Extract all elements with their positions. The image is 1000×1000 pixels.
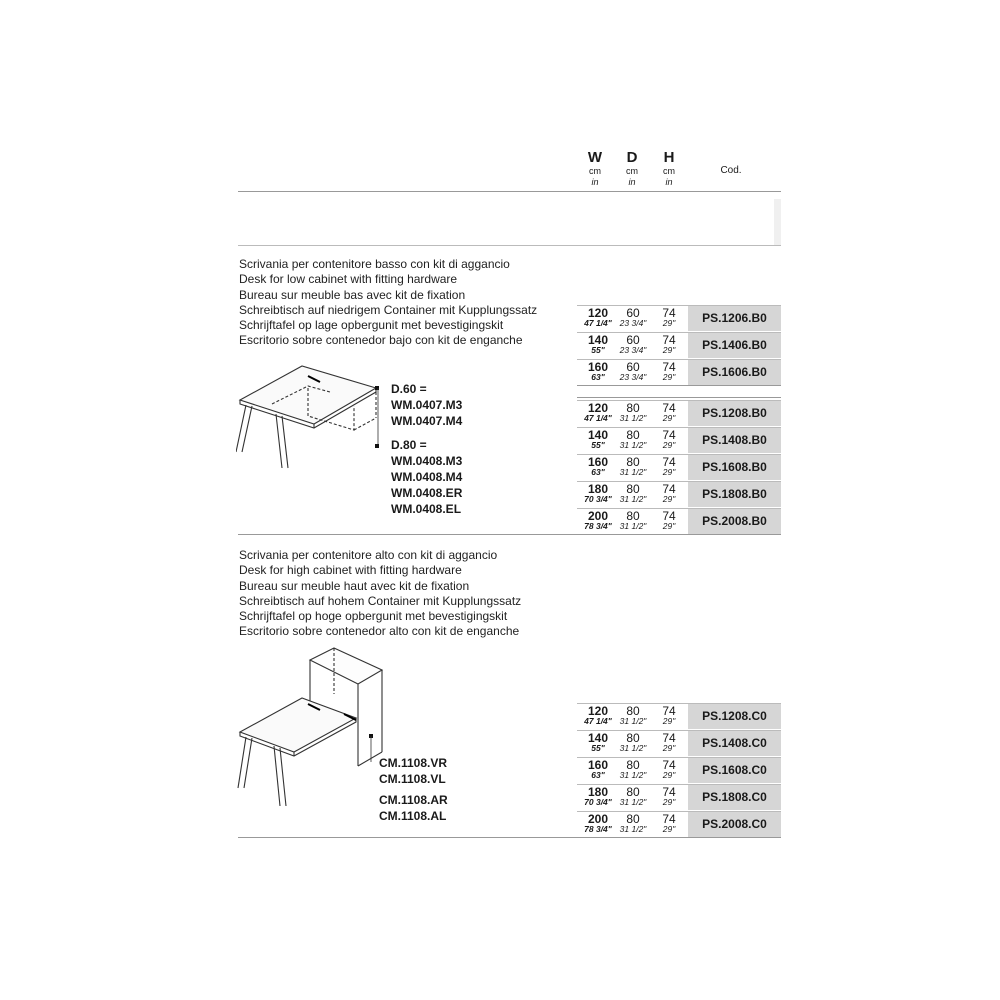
header-d-unit-in: in bbox=[628, 177, 636, 187]
cell-d: 60 bbox=[626, 333, 640, 347]
cell-h-in: 29" bbox=[662, 467, 676, 477]
cell-h-in: 29" bbox=[662, 318, 676, 328]
cell-d: 80 bbox=[626, 401, 640, 415]
header-h: H bbox=[663, 149, 675, 166]
cell-w-in: 78 3/4" bbox=[584, 824, 612, 834]
cell-code: PS.1608.C0 bbox=[688, 758, 781, 783]
cell-h-in: 29" bbox=[662, 494, 676, 504]
accessory-code: CM.1108.VR bbox=[379, 756, 448, 770]
cell-w: 180 bbox=[587, 785, 609, 799]
cell-w: 200 bbox=[587, 812, 609, 826]
cell-code: PS.1606.B0 bbox=[688, 360, 781, 385]
accessory-code: WM.0407.M4 bbox=[391, 414, 463, 428]
table-rule bbox=[577, 397, 781, 398]
cell-code: PS.1206.B0 bbox=[688, 306, 781, 331]
cell-h: 74 bbox=[662, 482, 676, 496]
cell-code: PS.1208.C0 bbox=[688, 704, 781, 729]
table-row bbox=[577, 481, 781, 507]
cell-h: 74 bbox=[662, 306, 676, 320]
cell-d-in: 31 1/2" bbox=[619, 494, 647, 504]
accessory-code: WM.0408.M4 bbox=[391, 470, 463, 484]
cell-h-in: 29" bbox=[662, 824, 676, 834]
accessories-d60 bbox=[391, 381, 462, 429]
cell-h-in: 29" bbox=[662, 413, 676, 423]
desc-line: Scrivania per contenitore alto con kit di aggancio bbox=[239, 548, 498, 562]
cell-d-in: 31 1/2" bbox=[619, 467, 647, 477]
table-rule bbox=[577, 385, 781, 386]
desc-line: Bureau sur meuble bas avec kit de fixation bbox=[239, 287, 466, 302]
cell-h: 74 bbox=[662, 401, 676, 415]
cell-h-in: 29" bbox=[662, 372, 676, 382]
header-w-unit: cm bbox=[589, 166, 601, 176]
desc-line: Bureau sur meuble haut avec kit de fixation bbox=[239, 578, 470, 593]
section-divider-bottom bbox=[238, 837, 781, 838]
cell-code: PS.1808.B0 bbox=[688, 482, 781, 507]
cell-w-in: 70 3/4" bbox=[584, 797, 612, 807]
cell-w-in: 78 3/4" bbox=[584, 521, 612, 531]
table-row bbox=[577, 784, 781, 810]
cell-code: PS.1208.B0 bbox=[688, 401, 781, 426]
desc-line: Desk for low cabinet with fitting hardware bbox=[239, 272, 458, 287]
accessory-code: WM.0408.EL bbox=[391, 502, 462, 516]
cell-h-in: 29" bbox=[662, 521, 676, 531]
cell-d: 60 bbox=[626, 306, 640, 320]
accessory-code: WM.0408.M3 bbox=[391, 454, 463, 468]
empty-band bbox=[774, 199, 781, 245]
cell-h: 74 bbox=[662, 360, 676, 374]
cell-h-in: 29" bbox=[662, 797, 676, 807]
cell-d: 80 bbox=[626, 758, 640, 772]
cell-h-in: 29" bbox=[662, 743, 676, 753]
cell-d: 80 bbox=[626, 428, 640, 442]
table-row bbox=[577, 811, 781, 837]
cell-d-in: 23 3/4" bbox=[619, 318, 647, 328]
desc-line: Escritorio sobre contenedor bajo con kit de enganche bbox=[239, 333, 523, 348]
table-row bbox=[577, 332, 781, 358]
table-row bbox=[577, 508, 781, 534]
cell-w: 160 bbox=[587, 455, 609, 469]
header-code: Cod. bbox=[720, 165, 742, 176]
cell-w: 120 bbox=[587, 306, 609, 320]
cell-w: 180 bbox=[587, 482, 609, 496]
cell-d-in: 23 3/4" bbox=[619, 345, 647, 355]
cell-h: 74 bbox=[662, 333, 676, 347]
cell-h: 74 bbox=[662, 758, 676, 772]
cell-w-in: 55" bbox=[591, 743, 605, 753]
section-rule-top bbox=[238, 245, 781, 246]
cell-h: 74 bbox=[662, 428, 676, 442]
desc-line: Schrijftafel op lage opbergunit met bevestigingskit bbox=[239, 318, 504, 333]
table-row bbox=[577, 730, 781, 756]
cell-d-in: 31 1/2" bbox=[619, 797, 647, 807]
header-h-unit: cm bbox=[663, 166, 675, 176]
header-d: D bbox=[626, 149, 638, 166]
desk-high-cabinet-illustration bbox=[236, 646, 386, 812]
description-low bbox=[239, 257, 537, 349]
accessory-label: D.60 = bbox=[391, 382, 427, 396]
cell-w-in: 47 1/4" bbox=[584, 716, 612, 726]
cell-w: 120 bbox=[587, 401, 609, 415]
accessory-code: WM.0407.M3 bbox=[391, 398, 463, 412]
cell-code: PS.1406.B0 bbox=[688, 333, 781, 358]
cell-w-in: 63" bbox=[591, 467, 605, 477]
cell-d-in: 31 1/2" bbox=[619, 440, 647, 450]
accessories-high-b bbox=[379, 792, 448, 824]
accessories-d80 bbox=[391, 437, 462, 517]
cell-h: 74 bbox=[662, 812, 676, 826]
cell-d-in: 31 1/2" bbox=[619, 770, 647, 780]
cell-d: 80 bbox=[626, 731, 640, 745]
desc-line: Schreibtisch auf hohem Container mit Kupplungssatz bbox=[239, 593, 522, 608]
accessory-code: CM.1108.AL bbox=[379, 809, 447, 823]
cell-d-in: 31 1/2" bbox=[619, 824, 647, 834]
cell-d: 80 bbox=[626, 482, 640, 496]
cell-code: PS.1808.C0 bbox=[688, 785, 781, 810]
table-row bbox=[577, 400, 781, 426]
cell-h: 74 bbox=[662, 785, 676, 799]
cell-h: 74 bbox=[662, 731, 676, 745]
cell-w-in: 63" bbox=[591, 770, 605, 780]
cell-h-in: 29" bbox=[662, 345, 676, 355]
cell-d-in: 23 3/4" bbox=[619, 372, 647, 382]
cell-h-in: 29" bbox=[662, 770, 676, 780]
cell-d-in: 31 1/2" bbox=[619, 743, 647, 753]
accessory-code: CM.1108.VL bbox=[379, 772, 446, 786]
table-row bbox=[577, 757, 781, 783]
table-row bbox=[577, 454, 781, 480]
cell-w: 120 bbox=[587, 704, 609, 718]
desc-line: Scrivania per contenitore basso con kit di aggancio bbox=[239, 257, 510, 271]
desc-line: Escritorio sobre contenedor alto con kit de enganche bbox=[239, 624, 520, 639]
table-row bbox=[577, 305, 781, 331]
cell-code: PS.1408.B0 bbox=[688, 428, 781, 453]
cell-w: 160 bbox=[587, 758, 609, 772]
accessories-high-a bbox=[379, 755, 447, 787]
desk-low-cabinet-illustration bbox=[236, 360, 386, 472]
cell-d: 80 bbox=[626, 704, 640, 718]
cell-d-in: 31 1/2" bbox=[619, 413, 647, 423]
accessory-code: WM.0408.ER bbox=[391, 486, 463, 500]
cell-d: 80 bbox=[626, 785, 640, 799]
header-w: W bbox=[587, 149, 603, 166]
cell-w: 200 bbox=[587, 509, 609, 523]
description-high bbox=[239, 548, 521, 640]
cell-h-in: 29" bbox=[662, 440, 676, 450]
cell-w-in: 55" bbox=[591, 345, 605, 355]
header-d-unit: cm bbox=[626, 166, 638, 176]
accessory-code: CM.1108.AR bbox=[379, 793, 448, 807]
table-row bbox=[577, 427, 781, 453]
header-w-unit-in: in bbox=[591, 177, 599, 187]
cell-h: 74 bbox=[662, 704, 676, 718]
cell-w-in: 70 3/4" bbox=[584, 494, 612, 504]
cell-d: 80 bbox=[626, 509, 640, 523]
cell-d-in: 31 1/2" bbox=[619, 716, 647, 726]
header-rule bbox=[238, 191, 781, 192]
cell-w-in: 47 1/4" bbox=[584, 413, 612, 423]
desc-line: Schreibtisch auf niedrigem Container mit Kupplungssatz bbox=[239, 302, 538, 317]
cell-d: 60 bbox=[626, 360, 640, 374]
cell-w: 160 bbox=[587, 360, 609, 374]
cell-w-in: 63" bbox=[591, 372, 605, 382]
cell-w: 140 bbox=[587, 428, 609, 442]
cell-code: PS.1608.B0 bbox=[688, 455, 781, 480]
cell-w: 140 bbox=[587, 333, 609, 347]
cell-d: 80 bbox=[626, 812, 640, 826]
cell-code: PS.1408.C0 bbox=[688, 731, 781, 756]
cell-h: 74 bbox=[662, 509, 676, 523]
desc-line: Desk for high cabinet with fitting hardware bbox=[239, 563, 462, 578]
cell-code: PS.2008.B0 bbox=[688, 509, 781, 534]
cell-h-in: 29" bbox=[662, 716, 676, 726]
cell-d: 80 bbox=[626, 455, 640, 469]
cell-w-in: 47 1/4" bbox=[584, 318, 612, 328]
table-row bbox=[577, 359, 781, 385]
cell-code: PS.2008.C0 bbox=[688, 812, 781, 837]
cell-h: 74 bbox=[662, 455, 676, 469]
cell-w: 140 bbox=[587, 731, 609, 745]
cell-w-in: 55" bbox=[591, 440, 605, 450]
header-h-unit-in: in bbox=[665, 177, 673, 187]
desc-line: Schrijftafel op hoge opbergunit met bevestigingskit bbox=[239, 609, 508, 624]
section-divider bbox=[238, 534, 781, 535]
cell-d-in: 31 1/2" bbox=[619, 521, 647, 531]
accessory-label: D.80 = bbox=[391, 438, 427, 452]
table-row bbox=[577, 703, 781, 729]
